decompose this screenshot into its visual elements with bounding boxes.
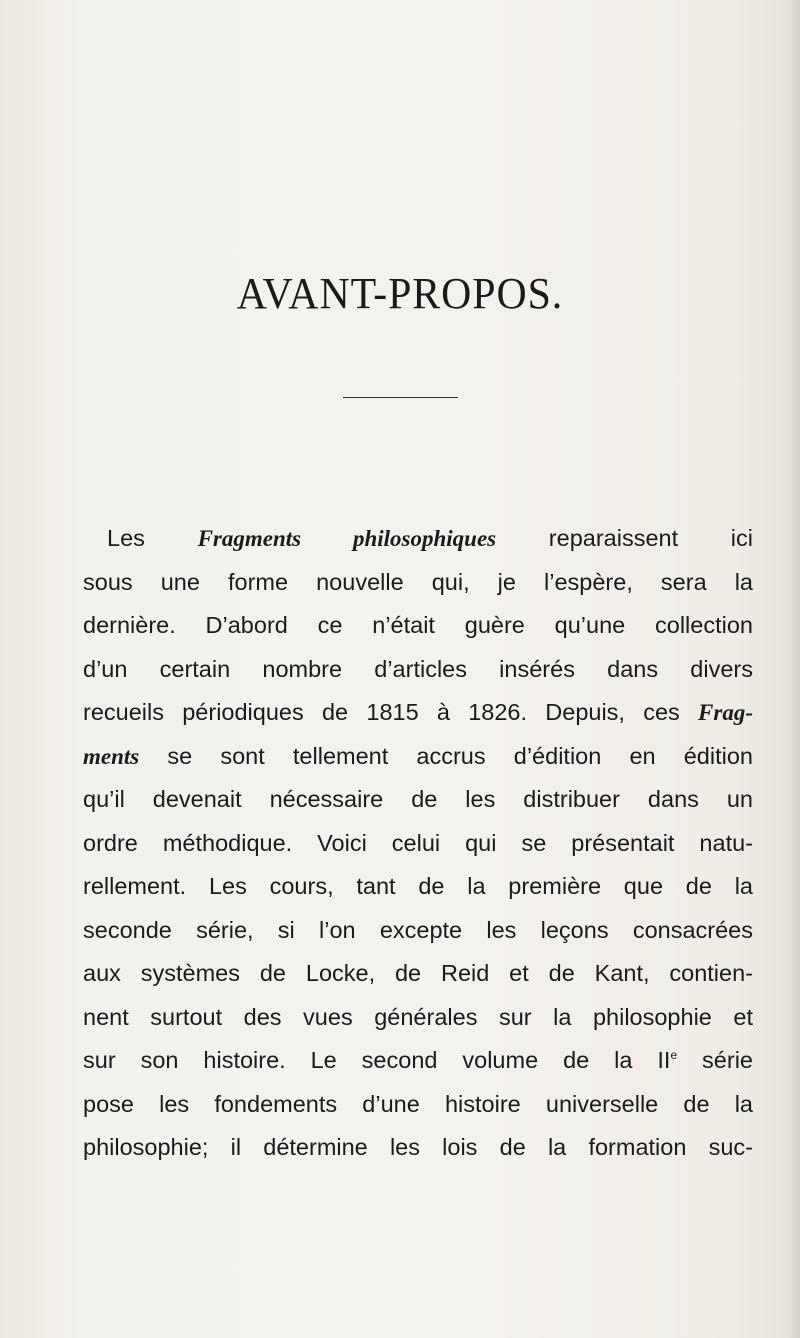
text-line: sur son histoire. Le second volume de la IIe série [83,1047,753,1073]
italic-title: Frag- [698,700,753,725]
text-line: ordre méthodique. Voici celui qui se présentait natu- [83,829,753,856]
text-line: aux systèmes de Locke, de Reid et de Kant, contien- [83,960,753,986]
heading-rule [343,397,458,398]
italic-title: Fragments philosophiques [197,526,497,551]
text-line: philosophie; il détermine les lois de la formation suc- [83,1134,753,1160]
text-line: sous une forme nouvelle qui, je l’espère, sera la [83,568,753,595]
page-edge-shadow [786,0,800,1338]
superscript: e [670,1048,678,1063]
text-line: ments se sont tellement accrus d’édition en édition [83,742,753,769]
text-line: Les Fragments philosophiques reparaissent ici [107,525,753,551]
body-paragraph [83,517,753,1170]
text-line: pose les fondements d’une histoire universelle de la [83,1090,753,1117]
text-line: nent surtout des vues générales sur la philosophie et [83,1003,753,1030]
text-line: recueils périodiques de 1815 à 1826. Depuis, ces Frag- [83,699,753,725]
italic-title: ments [83,743,140,769]
chapter-heading: AVANT-PROPOS. [236,269,564,318]
text-line: qu’il devenait nécessaire de les distribuer dans un [83,786,753,812]
text-line: seconde série, si l’on excepte les leçons consacrées [83,916,753,943]
text-line: rellement. Les cours, tant de la première que de la [83,873,753,899]
text-line: dernière. D’abord ce n’était guère qu’une collection [83,612,753,638]
text-line: d’un certain nombre d’articles insérés dans divers [83,655,753,682]
